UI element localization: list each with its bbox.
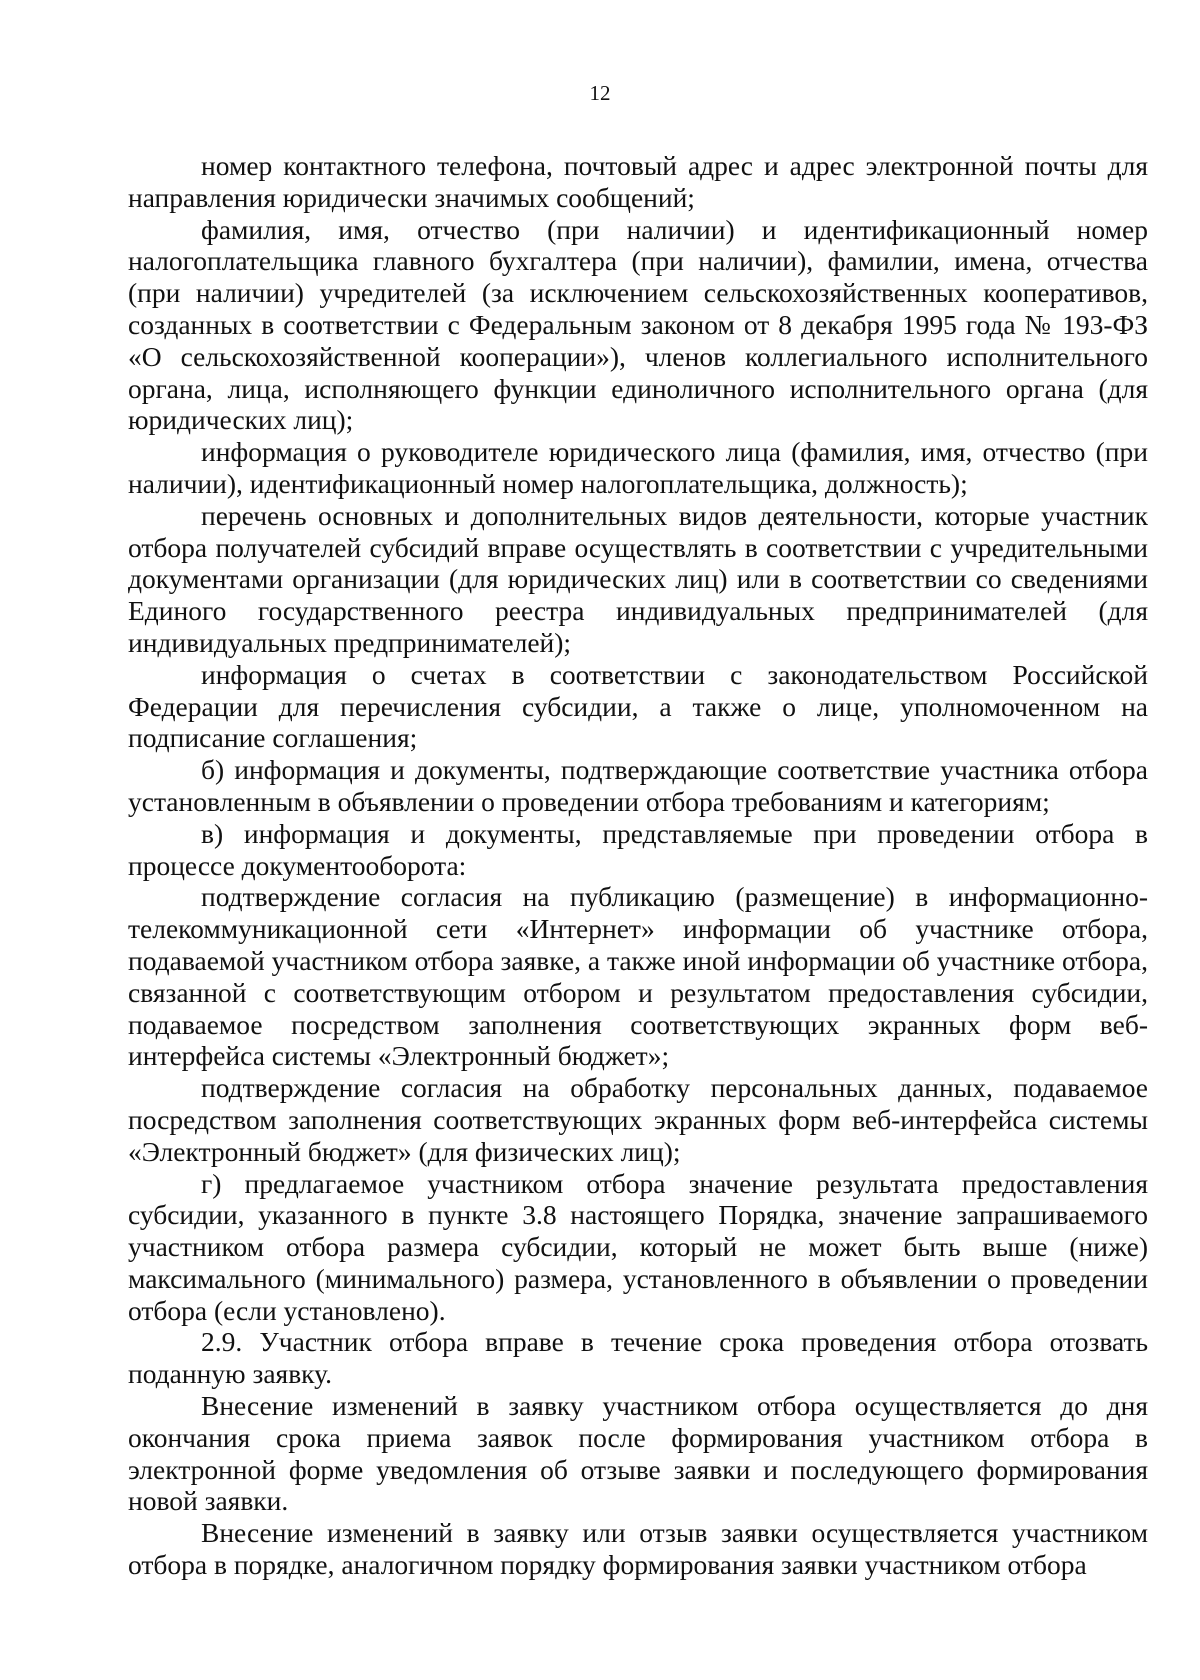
paragraph: Внесение изменений в заявку участником отбора осуществляется до дня окончания срока приема заявок после формирования участником отбора в электронной форме уведомления об отзыве заявки и последующего формирования новой заявки. — [128, 1390, 1148, 1517]
paragraph: подтверждение согласия на обработку персональных данных, подаваемое посредством заполнения соответствующих экранных форм веб-интерфейса системы «Электронный бюджет» (для физических лиц); — [128, 1072, 1148, 1167]
paragraph: б) информация и документы, подтверждающие соответствие участника отбора установленным в объявлении о проведении отбора требованиям и категориям; — [128, 754, 1148, 817]
paragraph: номер контактного телефона, почтовый адрес и адрес электронной почты для направления юридически значимых сообщений; — [128, 150, 1148, 213]
paragraph: г) предлагаемое участником отбора значение результата предоставления субсидии, указанного в пункте 3.8 настоящего Порядка, значение запрашиваемого участником отбора размера субсидии, который не может быть выше (ниже) максимального (минимального) размера, установленного в объявлении о проведении отбора (если установлено). — [128, 1167, 1148, 1326]
body-text — [128, 150, 1148, 1581]
paragraph: в) информация и документы, представляемые при проведении отбора в процессе документооборота: — [128, 817, 1148, 881]
paragraph: подтверждение согласия на публикацию (размещение) в информационно-телекоммуникационной сети «Интернет» информации об участнике отбора, подаваемой участником отбора заявке, а также иной информации об участнике отбора, связанной с соответствующим отбором и результатом предоставления субсидии, подаваемое посредством заполнения соответствующих экранных форм веб-интерфейса системы «Электронный бюджет»; — [128, 881, 1148, 1072]
paragraph: информация о руководителе юридического лица (фамилия, имя, отчество (при наличии), идентификационный номер налогоплательщика, должность); — [128, 436, 1148, 499]
paragraph: перечень основных и дополнительных видов деятельности, которые участник отбора получателей субсидий вправе осуществлять в соответствии с учредительными документами организации (для юридических лиц) или в соответствии со сведениями Единого государственного реестра индивидуальных предпринимателей (для индивидуальных предпринимателей); — [128, 499, 1148, 658]
paragraph: Внесение изменений в заявку или отзыв заявки осуществляется участником отбора в порядке, аналогичном порядку формирования заявки участником отбора — [128, 1517, 1148, 1581]
paragraph: фамилия, имя, отчество (при наличии) и идентификационный номер налогоплательщика главного бухгалтера (при наличии), фамилии, имена, отчества (при наличии) учредителей (за исключением сельскохозяйственных кооперативов, созданных в соответствии с Федеральным законом от 8 декабря 1995 года № 193-ФЗ «О сельскохозяйственной кооперации»), членов коллегиального исполнительного органа, лица, исполняющего функции единоличного исполнительного органа (для юридических лиц); — [128, 213, 1148, 436]
paragraph: 2.9. Участник отбора вправе в течение срока проведения отбора отозвать поданную заявку. — [128, 1326, 1148, 1390]
page-number: 12 — [589, 81, 611, 105]
paragraph: информация о счетах в соответствии с законодательством Российской Федерации для перечисления субсидии, а также о лице, уполномоченном на подписание соглашения; — [128, 658, 1148, 754]
